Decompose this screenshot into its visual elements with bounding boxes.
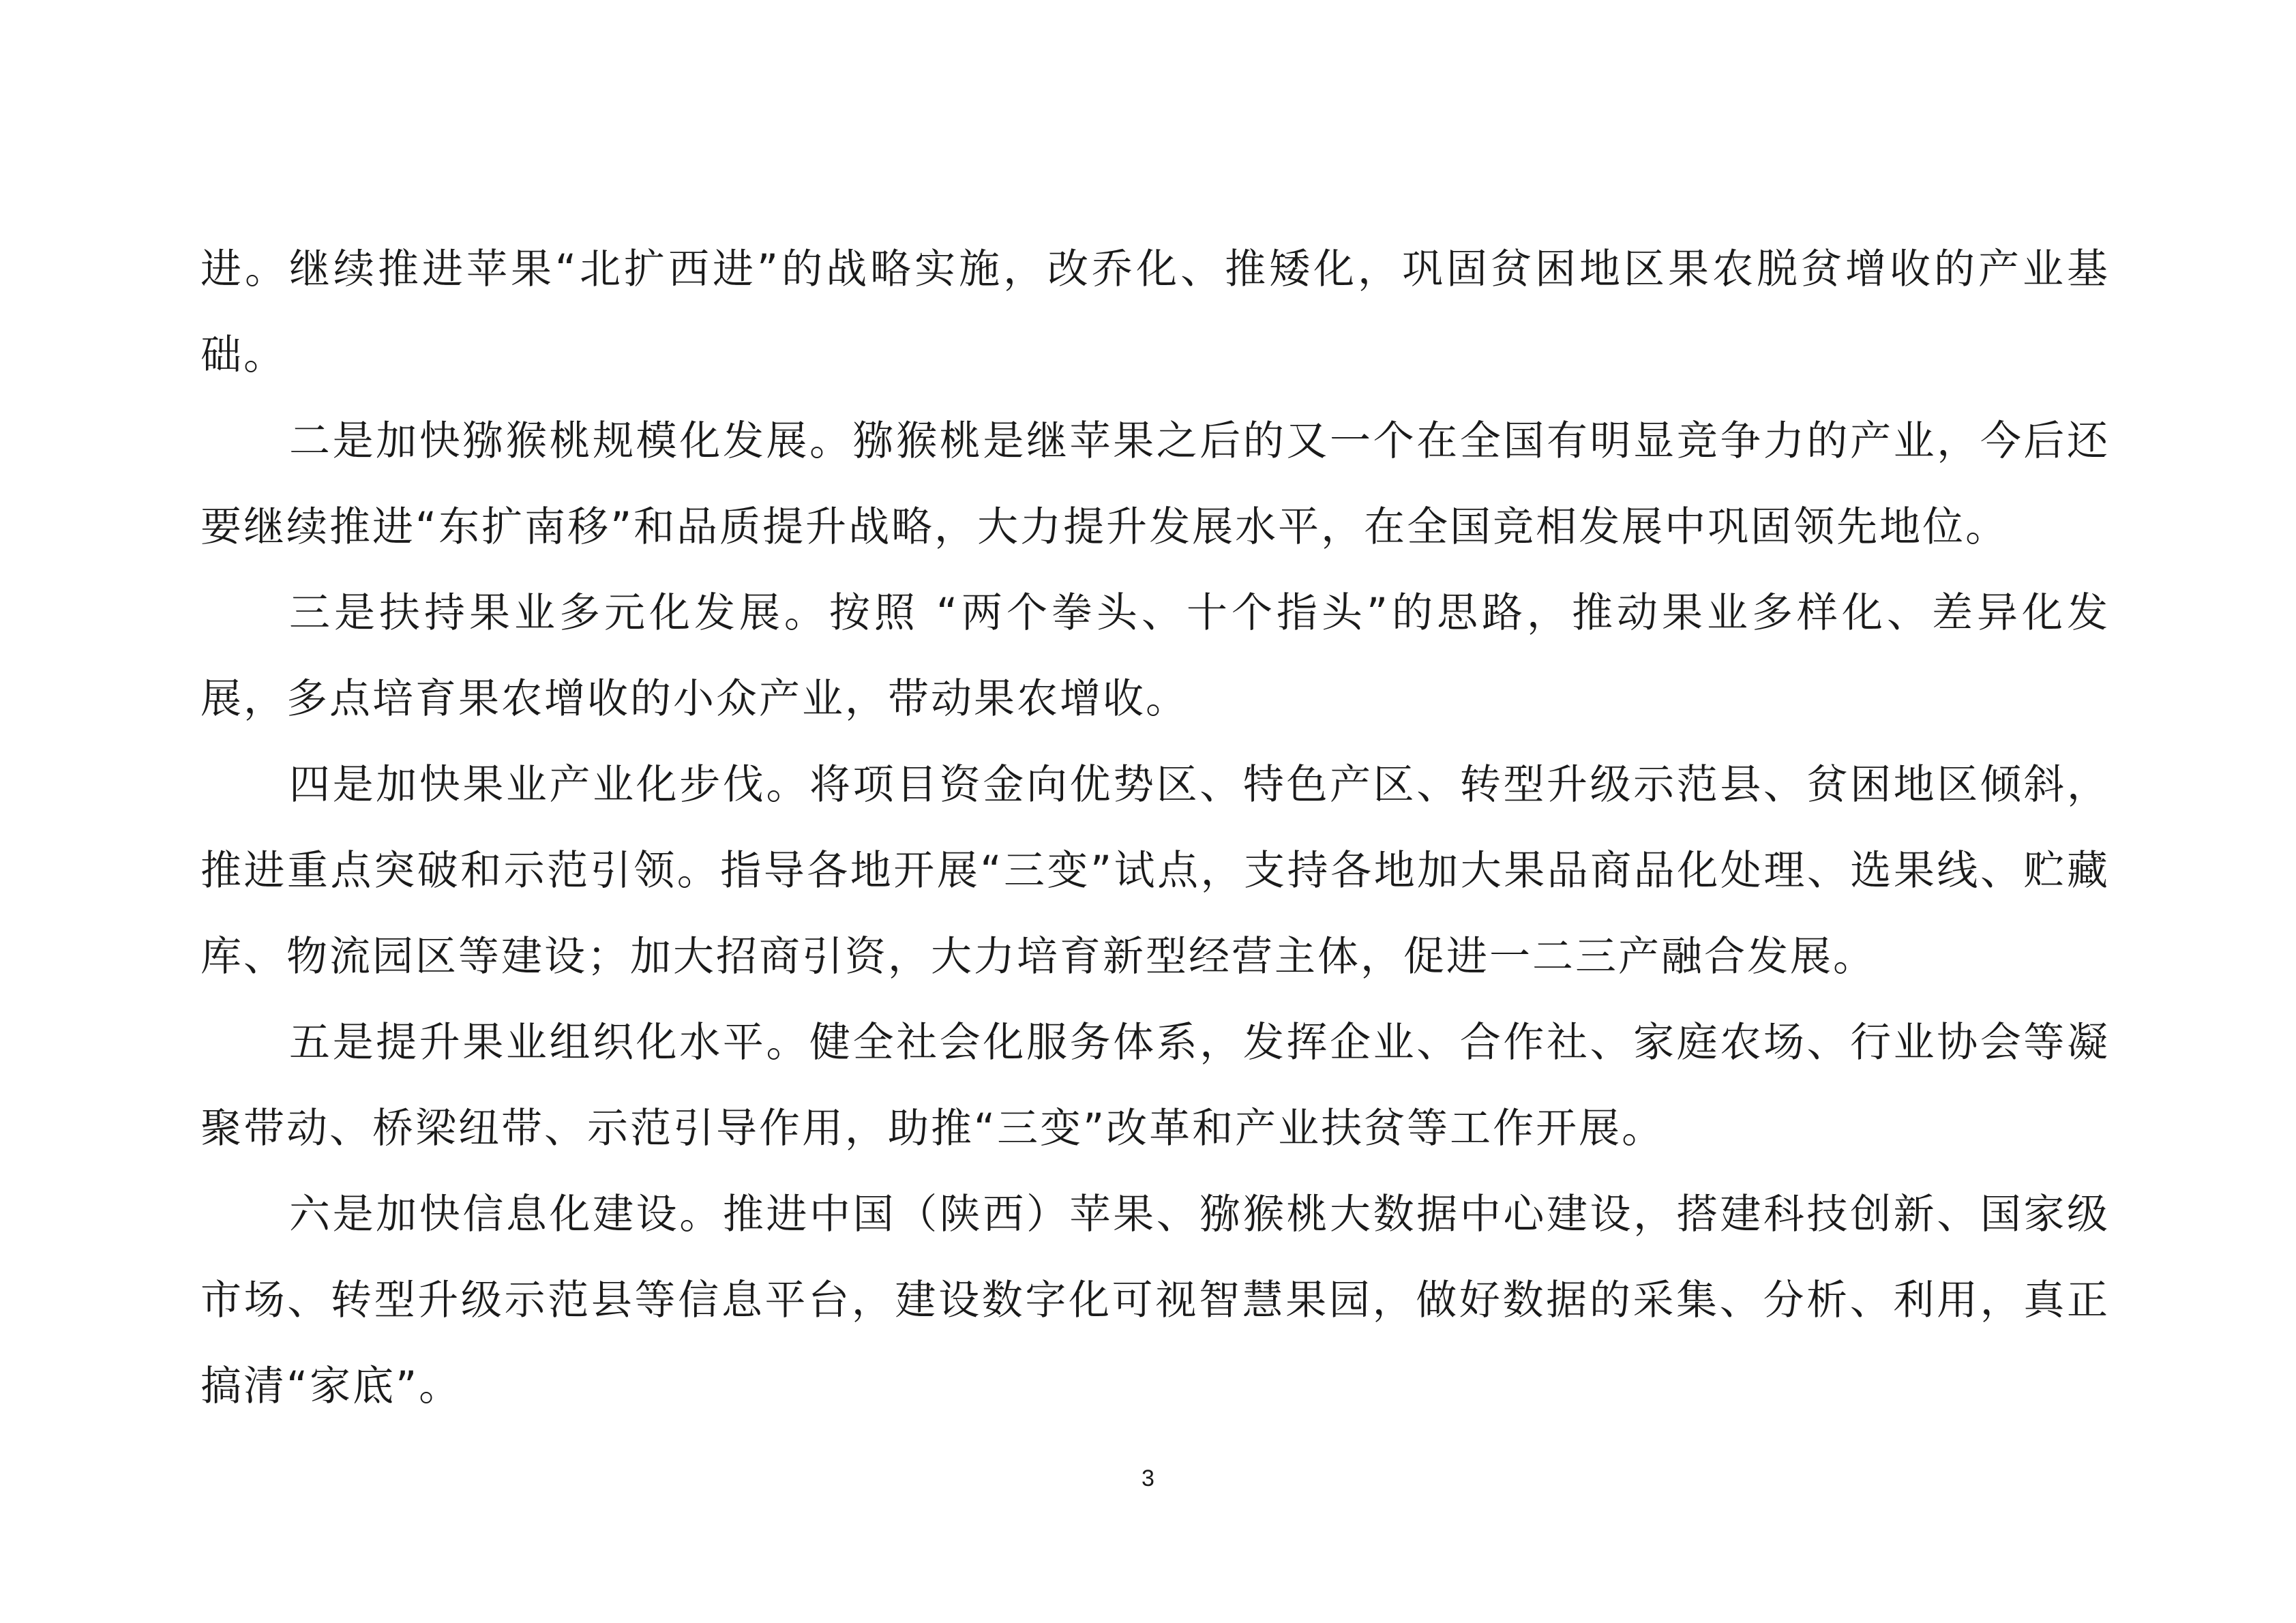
paragraph-organization: 五是提升果业组织化水平。健全社会化服务体系，发挥企业、合作社、家庭农场、行业协会等凝聚带动、桥梁纽带、示范引导作用，助推“三变”改革和产业扶贫等工作开展。: [200, 1019, 2110, 1152]
document-body: [200, 226, 2110, 1429]
paragraph-industrialization: 四是加快果业产业化步伐。将项目资金向优势区、特色产区、转型升级示范县、贫困地区倾斜，推进重点突破和示范引领。指导各地开展“三变”试点，支持各地加大果品商品化处理、选果线、贮藏库、物流园区等建设；加大招商引资，大力培育新型经营主体，促进一二三产融合发展。: [200, 761, 2110, 981]
page-number: 3: [1142, 1465, 1154, 1491]
paragraph-diversification: 三是扶持果业多元化发展。按照 “两个拳头、十个指头”的思路，推动果业多样化、差异化发展，多点培育果农增收的小众产业，带动果农增收。: [200, 589, 2110, 723]
paragraph-informatization: 六是加快信息化建设。推进中国（陕西）苹果、猕猴桃大数据中心建设，搭建科技创新、国家级市场、转型升级示范县等信息平台，建设数字化可视智慧果园，做好数据的采集、分析、利用，真正搞清“家底”。: [200, 1191, 2110, 1410]
paragraph-continuation: 进。继续推进苹果“北扩西进”的战略实施，改乔化、推矮化，巩固贫困地区果农脱贫增收的产业基础。: [200, 245, 2110, 379]
paragraph-kiwifruit: 二是加快猕猴桃规模化发展。猕猴桃是继苹果之后的又一个在全国有明显竞争力的产业，今后还要继续推进“东扩南移”和品质提升战略，大力提升发展水平，在全国竞相发展中巩固领先地位。: [200, 417, 2110, 551]
